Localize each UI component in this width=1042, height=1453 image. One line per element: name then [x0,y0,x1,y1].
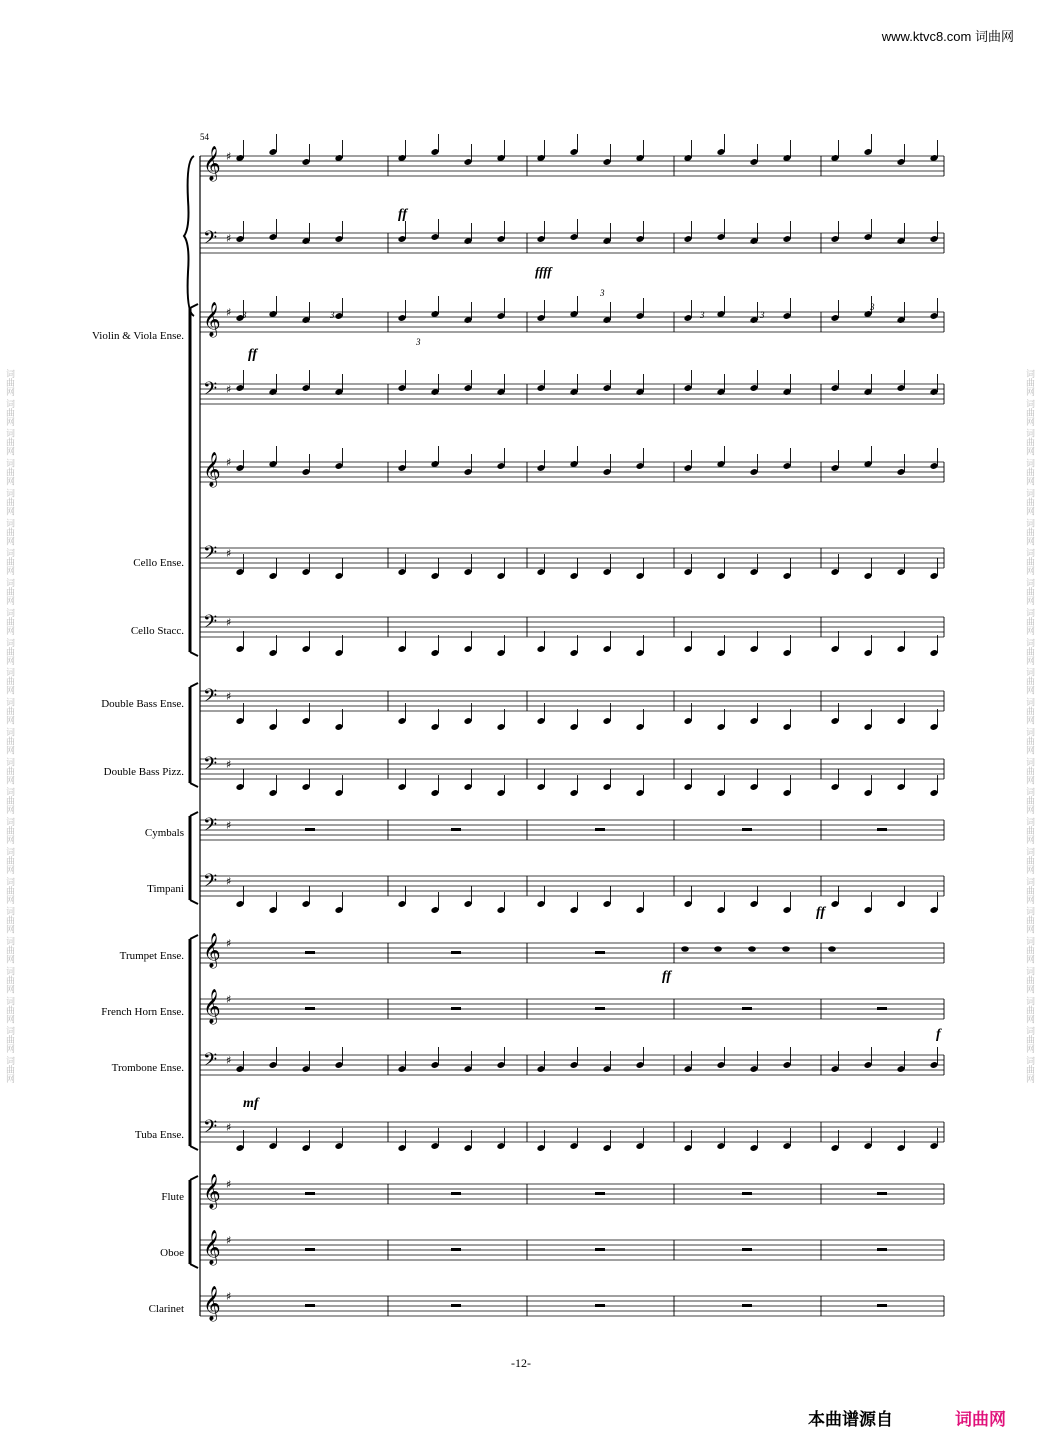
whole-rest [742,1192,752,1195]
note-head [681,946,689,952]
whole-rest [742,1304,752,1307]
note-head [782,946,790,952]
tuplet-number: 3 [330,310,335,320]
key-signature-sharp-icon: ♯ [226,1234,232,1247]
whole-rest [451,828,461,831]
dynamic-mf-trombone: mf [243,1096,259,1111]
label-timpani: Timpani [147,883,184,895]
key-signature-sharp-icon: ♯ [226,993,232,1006]
whole-rest [742,1248,752,1251]
whole-rest [595,828,605,831]
page-number: -12- [511,1356,531,1370]
dynamic-f-horn: f [936,1027,941,1042]
whole-rest [595,1007,605,1010]
treble-clef-icon: 𝄞 [203,933,221,968]
note-head [748,946,756,952]
brackets [184,156,200,1316]
whole-rest [595,951,605,954]
whole-rest [877,1248,887,1251]
measure-number: 54 [200,132,209,142]
whole-rest [742,828,752,831]
key-signature-sharp-icon: ♯ [226,306,232,319]
whole-rest [595,1304,605,1307]
bass-clef-icon: 𝄢 [203,1117,218,1142]
whole-rest [742,1007,752,1010]
key-signature-sharp-icon: ♯ [226,937,232,950]
dynamics [243,207,942,1111]
whole-rest [451,951,461,954]
whole-rest [877,1304,887,1307]
whole-rest [451,1192,461,1195]
tuplet-number: 3 [700,310,705,320]
group-bracket-hook [190,652,198,656]
bass-clef-icon: 𝄢 [203,228,218,253]
key-signature-sharp-icon: ♯ [226,616,232,629]
group-bracket-hook [190,1176,198,1180]
bass-clef-icon: 𝄢 [203,379,218,404]
key-signature-sharp-icon: ♯ [226,547,232,560]
rests [305,828,887,1307]
treble-clef-icon: 𝄞 [203,1230,221,1265]
whole-rest [451,1248,461,1251]
whole-rest [451,1007,461,1010]
whole-rest [305,1007,315,1010]
key-signature-sharp-icon: ♯ [226,875,232,888]
label-trumpet: Trumpet Ense. [119,950,184,962]
whole-rest [305,1192,315,1195]
treble-clef-icon: 𝄞 [203,1286,221,1321]
whole-rest [877,1007,887,1010]
whole-rest [595,1192,605,1195]
label-flute: Flute [161,1191,184,1203]
group-bracket-hook [190,1146,198,1150]
note-head [714,946,722,952]
label-double-bass-pizz: Double Bass Pizz. [103,766,184,778]
site-name: 词曲网 [974,29,1014,44]
whole-rest [877,828,887,831]
key-signature-sharp-icon: ♯ [226,1121,232,1134]
key-signature-sharp-icon: ♯ [226,383,232,396]
key-signature-sharp-icon: ♯ [226,1290,232,1303]
treble-clef-icon: 𝄞 [203,989,221,1024]
bass-clef-icon: 𝄢 [203,815,218,840]
treble-clef-icon: 𝄞 [203,146,221,181]
group-bracket-hook [190,304,198,308]
key-signature-sharp-icon: ♯ [226,1054,232,1067]
treble-clef-icon: 𝄞 [203,302,221,337]
dynamic-ff-timpani: ff [816,905,826,920]
tuplet-number: 3 [870,302,875,312]
label-trombone: Trombone Ense. [111,1062,184,1074]
whole-rest [595,1248,605,1251]
site-url-link[interactable]: www.ktvc8.com [881,29,972,44]
bass-clef-icon: 𝄢 [203,1050,218,1075]
key-signature-sharp-icon: ♯ [226,819,232,832]
label-cymbals: Cymbals [144,827,184,839]
watermark-right: 词曲网 词曲网 词曲网 词曲网 词曲网 词曲网 词曲网 词曲网 词曲网 词曲网 词曲网 词曲网 词曲网 词曲网 词曲网 词曲网 词曲网 词曲网 词曲网 词曲网 词曲网 词曲网 词曲网 词曲网 [1024,369,1034,1084]
tuplet-number: 3 [760,310,765,320]
bass-clef-icon: 𝄢 [203,543,218,568]
staff-lines [200,156,944,1316]
tuplet-number: 3 [416,337,421,347]
dynamic-ff-piano: ff [398,207,408,222]
label-clarinet: Clarinet [148,1303,184,1315]
bass-clef-icon: 𝄢 [203,754,218,779]
treble-clef-icon: 𝄞 [203,1174,221,1209]
label-violin-viola: Violin & Viola Ense. [92,330,184,342]
label-tuba: Tuba Ense. [134,1129,184,1141]
whole-rest [877,1192,887,1195]
dynamic-ff-trumpet: ff [662,969,672,984]
group-bracket-hook [190,1264,198,1268]
whole-rest [451,1304,461,1307]
key-signature-sharp-icon: ♯ [226,232,232,245]
key-signature-sharp-icon: ♯ [226,150,232,163]
label-double-bass: Double Bass Ense. [101,698,184,710]
whole-rest [305,828,315,831]
label-cello-stacc: Cello Stacc. [130,625,184,637]
key-signature-sharp-icon: ♯ [226,1178,232,1191]
tuplet-number: 3 [600,288,605,298]
label-french-horn: French Horn Ense. [101,1006,184,1018]
note-head [828,946,836,952]
tuplet-number: 3 [242,310,247,320]
group-bracket-hook [190,900,198,904]
footer-source-text: 本曲谱源自 [808,1410,893,1430]
treble-clef-icon: 𝄞 [203,452,221,487]
group-bracket-hook [190,783,198,787]
dynamic-ff-strings: ff [248,347,258,362]
key-signature-sharp-icon: ♯ [226,690,232,703]
whole-rest [305,1248,315,1251]
group-bracket-hook [190,683,198,687]
bass-clef-icon: 𝄢 [203,871,218,896]
dynamic-ffff-piano: ffff [535,264,552,279]
whole-rest [305,951,315,954]
key-signature-sharp-icon: ♯ [226,758,232,771]
label-cello: Cello Ense. [133,557,184,569]
group-bracket-hook [190,812,198,816]
group-bracket-hook [190,935,198,939]
whole-rest [305,1304,315,1307]
watermark-left: 词曲网 词曲网 词曲网 词曲网 词曲网 词曲网 词曲网 词曲网 词曲网 词曲网 词曲网 词曲网 词曲网 词曲网 词曲网 词曲网 词曲网 词曲网 词曲网 词曲网 词曲网 词曲网 词曲网 词曲网 [4,369,14,1084]
key-signature-sharp-icon: ♯ [226,456,232,469]
footer-site-name[interactable]: 词曲网 [955,1410,1006,1430]
piano-brace [184,156,194,316]
label-oboe: Oboe [160,1247,184,1259]
bass-clef-icon: 𝄢 [203,612,218,637]
bass-clef-icon: 𝄢 [203,686,218,711]
